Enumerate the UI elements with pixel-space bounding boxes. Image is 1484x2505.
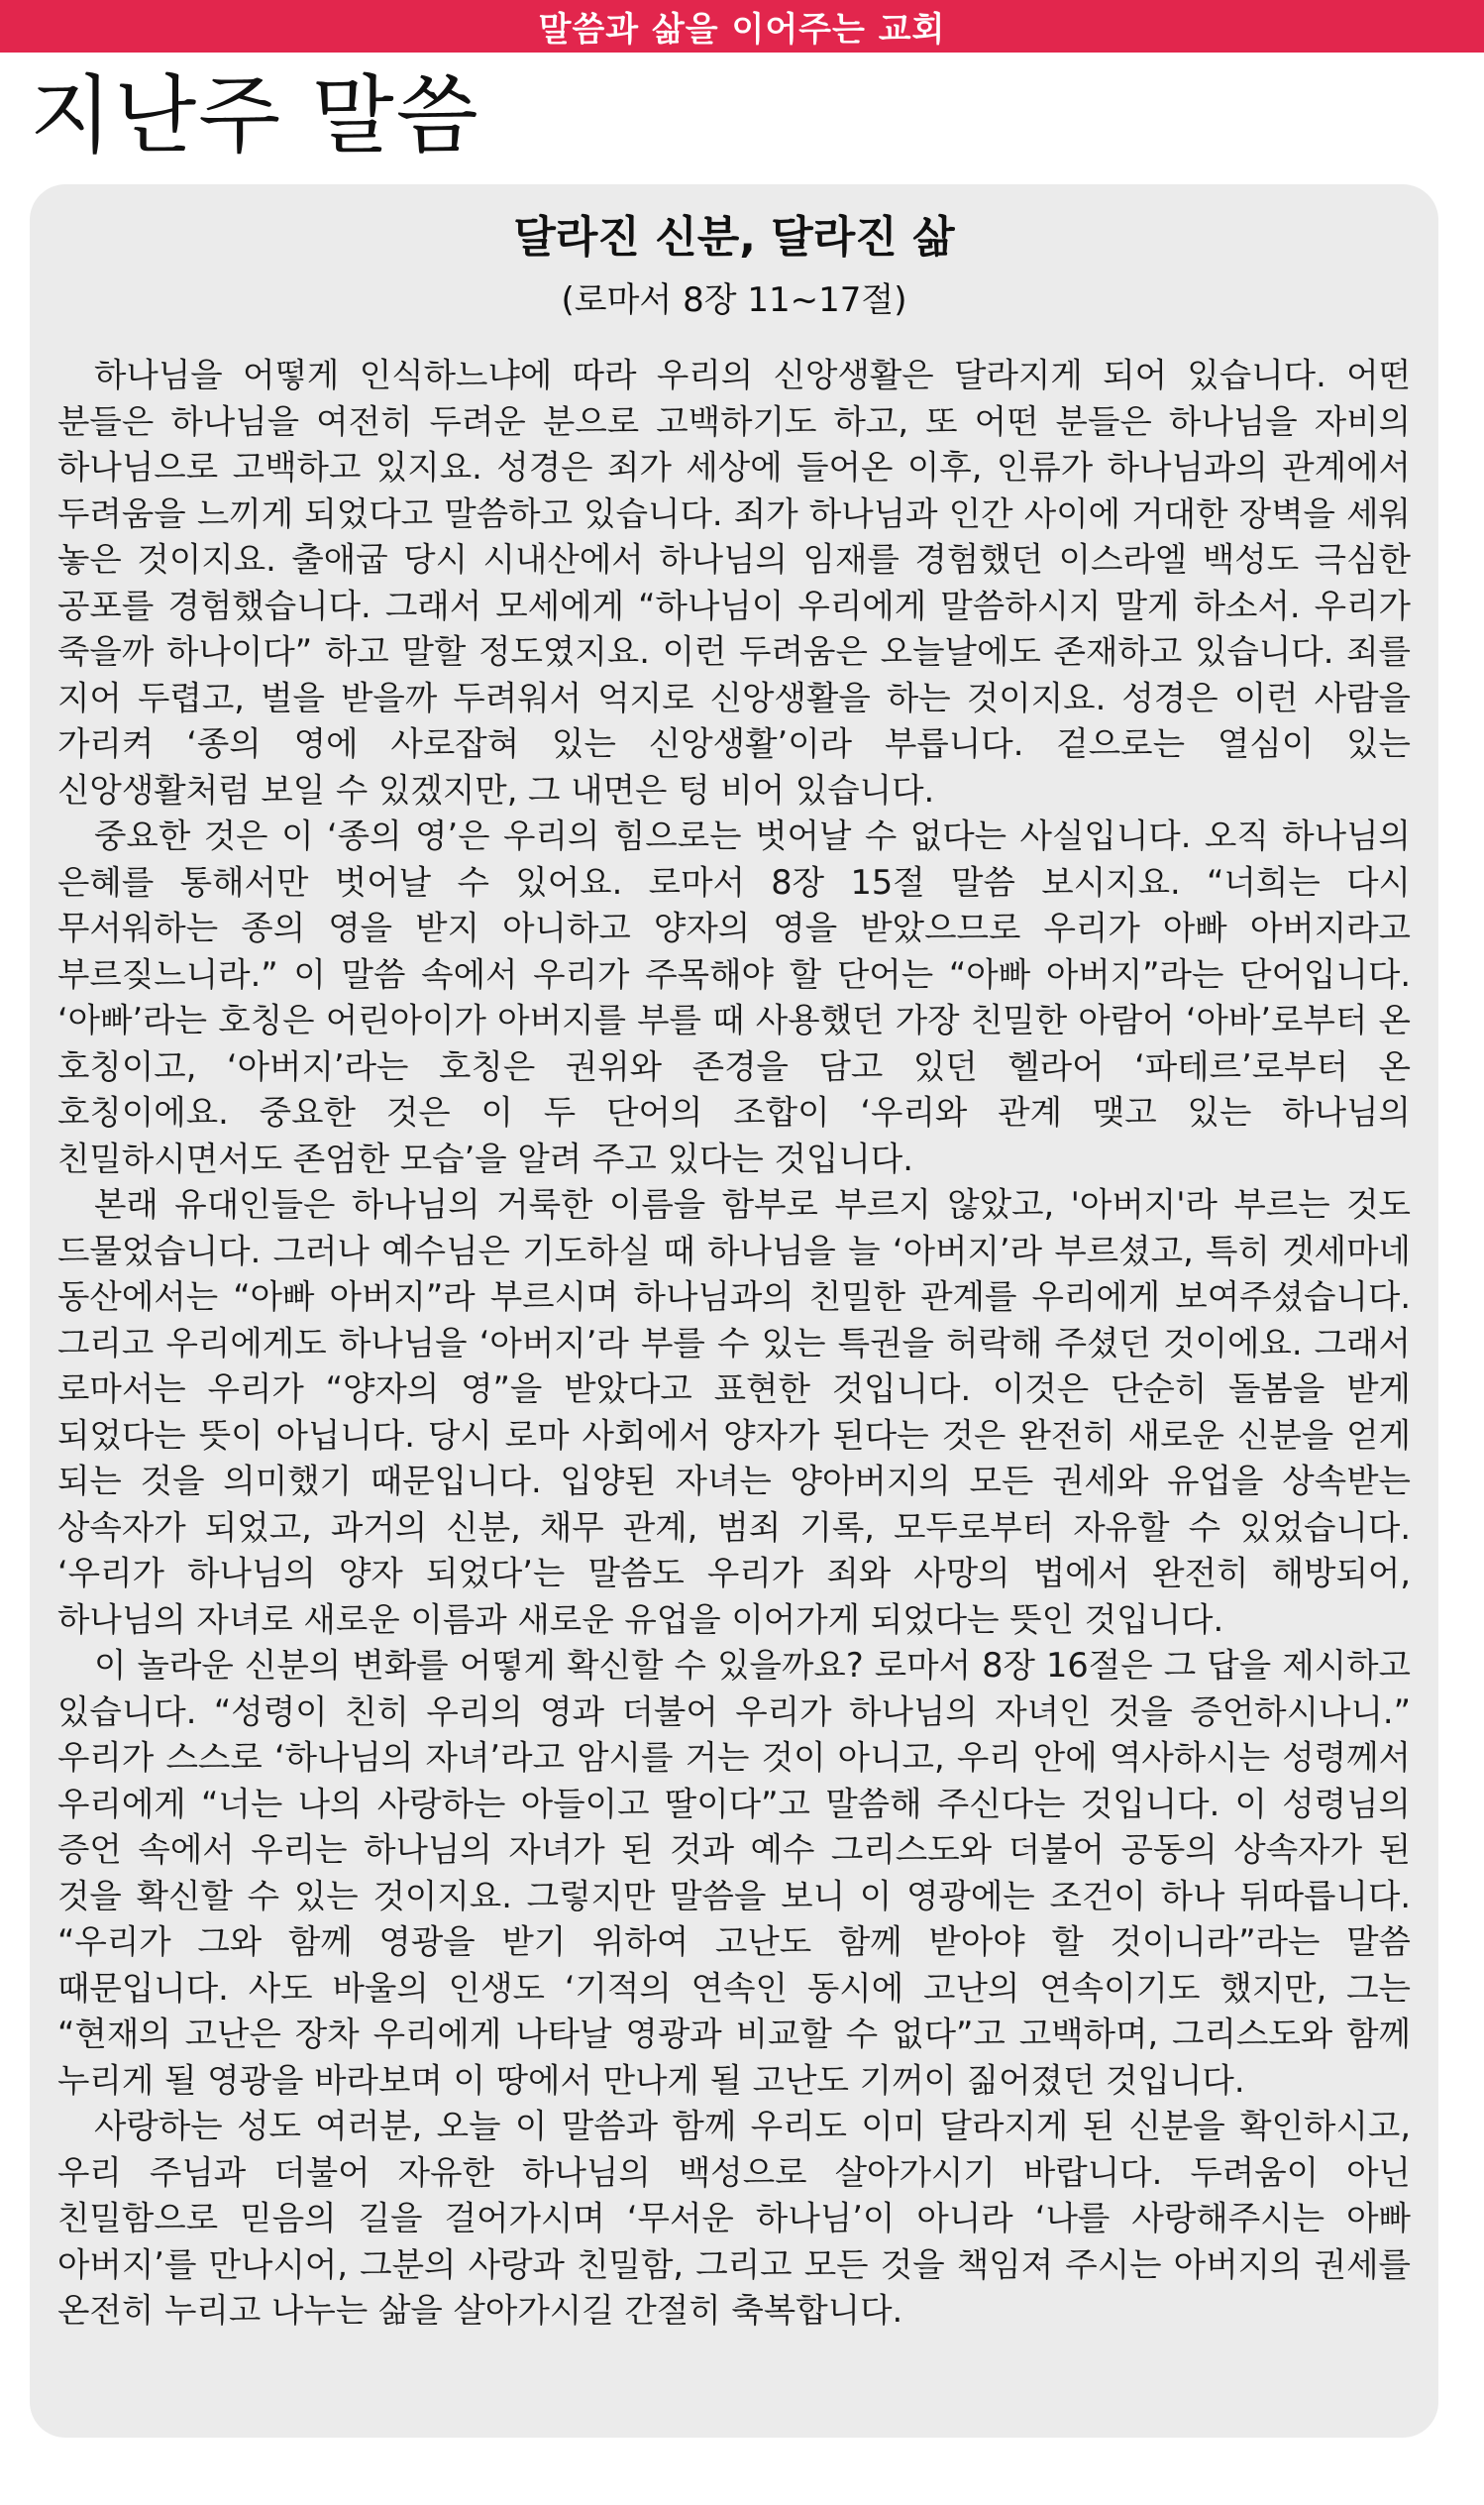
scripture-reference: (로마서 8장 11~17절) xyxy=(561,280,907,320)
banner-text: 말씀과 삶을 이어주는 교회 xyxy=(538,10,946,50)
sermon-card xyxy=(30,184,1438,2438)
top-banner xyxy=(0,0,1484,53)
sermon-paragraph-1: 하나님을 어떻게 인식하느냐에 따라 우리의 신앙생활은 달라지게 되어 있습니다. 어떤 분들은 하나님을 여전히 두려운 분으로 고백하기도 하고, 또 어떤 분들은 하나님을 자비의 하나님으로 고백하고 있지요. 성경은 죄가 세상에 들어온 이후, 인류가 하나님과의 관계에서 두려움을 느끼게 되었다고 말씀하고 있습니다. 죄가 하나님과 인간 사이에 거대한 장벽을 세워 놓은 것이지요. 출애굽 당시 시내산에서 하나님의 임재를 경험했던 이스라엘 백성도 극심한 공포를 경험했습니다. 그래서 모세에게 “하나님이 우리에게 말씀하시지 말게 하소서. 우리가 죽을까 하나이다” 하고 말할 정도였지요. 이런 두려움은 오늘날에도 존재하고 있습니다. 죄를 지어 두렵고, 벌을 받을까 두려워서 억지로 신앙생활을 하는 것이지요. 성경은 이런 사람을 가리켜 ‘종의 영에 사로잡혀 있는 신앙생활’이라 부릅니다. 겉으로는 열심이 있는 신앙생활처럼 보일 수 있겠지만, 그 내면은 텅 비어 있습니다. xyxy=(57,356,1411,810)
sermon-paragraph-4: 이 놀라운 신분의 변화를 어떻게 확신할 수 있을까요? 로마서 8장 16절은 그 답을 제시하고 있습니다. “성령이 친히 우리의 영과 더불어 우리가 하나님의 자녀인 것을 증언하시나니.” 우리가 스스로 ‘하나님의 자녀’라고 암시를 거는 것이 아니고, 우리 안에 역사하시는 성령께서 우리에게 “너는 나의 사랑하는 아들이고 딸이다”고 말씀해 주신다는 것입니다. 이 성령님의 증언 속에서 우리는 하나님의 자녀가 된 것과 예수 그리스도와 더불어 공동의 상속자가 된 것을 확신할 수 있는 것이지요. 그렇지만 말씀을 보니 이 영광에는 조건이 하나 뒤따릅니다. “우리가 그와 함께 영광을 받기 위하여 고난도 함께 받아야 할 것이니라”라는 말씀 때문입니다. 사도 바울의 인생도 ‘기적의 연속인 동시에 고난의 연속이기도 했지만, 그는 “현재의 고난은 장차 우리에게 나타날 영광과 비교할 수 없다”고 고백하며, 그리스도와 함께 누리게 될 영광을 바라보며 이 땅에서 만나게 될 고난도 기꺼이 짊어졌던 것입니다. xyxy=(57,1646,1411,2100)
sermon-paragraph-2: 중요한 것은 이 ‘종의 영’은 우리의 힘으로는 벗어날 수 없다는 사실입니다. 오직 하나님의 은혜를 통해서만 벗어날 수 있어요. 로마서 8장 15절 말씀 보시지요. “너희는 다시 무서워하는 종의 영을 받지 아니하고 양자의 영을 받았으므로 우리가 아빠 아버지라고 부르짖느니라.” 이 말씀 속에서 우리가 주목해야 할 단어는 “아빠 아버지”라는 단어입니다. ‘아빠’라는 호칭은 어린아이가 아버지를 부를 때 사용했던 가장 친밀한 아람어 ‘아바’로부터 온 호칭이고, ‘아버지’라는 호칭은 권위와 존경을 담고 있던 헬라어 ‘파테르’로부터 온 호칭이에요. 중요한 것은 이 두 단어의 조합이 ‘우리와 관계 맺고 있는 하나님의 친밀하시면서도 존엄한 모습’을 알려 주고 있다는 것입니다. xyxy=(57,817,1411,1178)
sermon-title: 달라진 신분, 달라진 삶 xyxy=(513,212,955,263)
sermon-paragraph-3: 본래 유대인들은 하나님의 거룩한 이름을 함부로 부르지 않았고, '아버지'라 부르는 것도 드물었습니다. 그러나 예수님은 기도하실 때 하나님을 늘 ‘아버지’라 부르셨고, 특히 겟세마네 동산에서는 “아빠 아버지”라 부르시며 하나님과의 친밀한 관계를 우리에게 보여주셨습니다. 그리고 우리에게도 하나님을 ‘아버지’라 부를 수 있는 특권을 허락해 주셨던 것이에요. 그래서 로마서는 우리가 “양자의 영”을 받았다고 표현한 것입니다. 이것은 단순히 돌봄을 받게 되었다는 뜻이 아닙니다. 당시 로마 사회에서 양자가 된다는 것은 완전히 새로운 신분을 얻게 되는 것을 의미했기 때문입니다. 입양된 자녀는 양아버지의 모든 권세와 유업을 상속받는 상속자가 되었고, 과거의 신분, 채무 관계, 범죄 기록, 모두로부터 자유할 수 있었습니다. ‘우리가 하나님의 양자 되었다’는 말씀도 우리가 죄와 사망의 법에서 완전히 해방되어, 하나님의 자녀로 새로운 이름과 새로운 유업을 이어가게 되었다는 뜻인 것입니다. xyxy=(57,1185,1411,1639)
section-title: 지난주 말씀 xyxy=(30,66,480,165)
sermon-paragraph-5: 사랑하는 성도 여러분, 오늘 이 말씀과 함께 우리도 이미 달라지게 된 신분을 확인하시고, 우리 주님과 더불어 자유한 하나님의 백성으로 살아가시기 바랍니다. 두려움이 아닌 친밀함으로 믿음의 길을 걸어가시며 ‘무서운 하나님’이 아니라 ‘나를 사랑해주시는 아빠 아버지’를 만나시어, 그분의 사랑과 친밀함, 그리고 모든 것을 책임져 주시는 아버지의 권세를 온전히 누리고 나누는 삶을 살아가시길 간절히 축복합니다. xyxy=(57,2107,1411,2330)
